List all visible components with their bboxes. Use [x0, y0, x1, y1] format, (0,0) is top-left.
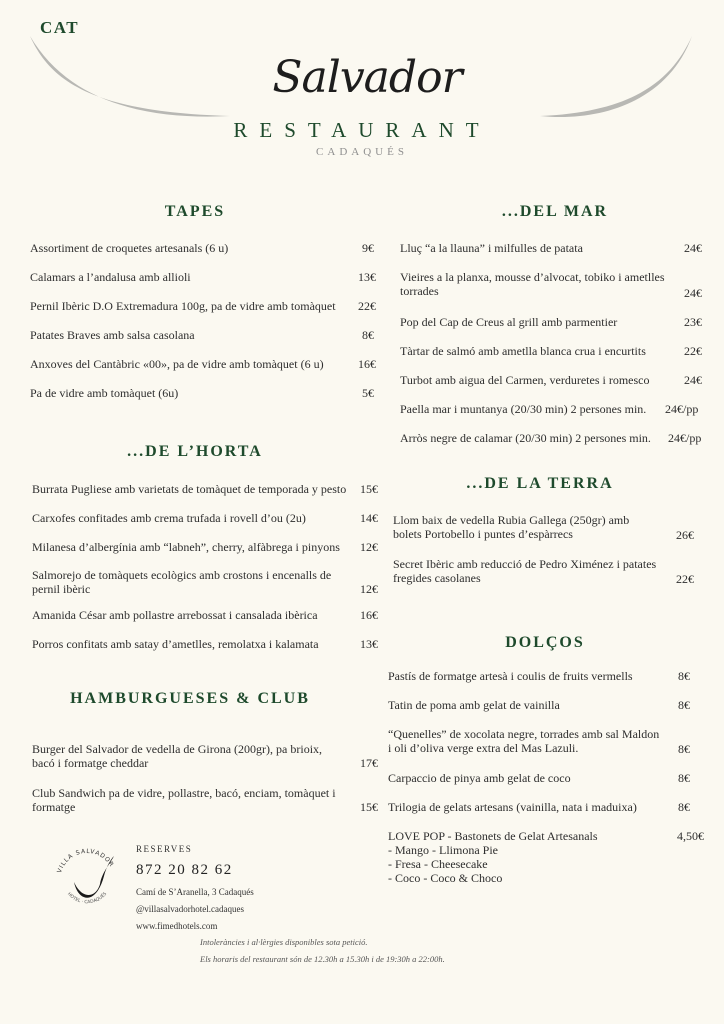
- section-title-hamburgueses: HAMBURGUESES & CLUB: [70, 690, 310, 707]
- item-price: 8€: [678, 771, 690, 785]
- item-price: 8€: [362, 328, 374, 342]
- menu-item: [388, 669, 663, 683]
- logo-salvador: Salvador: [272, 52, 462, 103]
- item-price: 26€: [676, 528, 694, 542]
- right-swoosh-icon: [540, 36, 692, 117]
- hours-note: Els horaris del restaurant són de 12.30h a 15.30h i de 19:30h a 22:00h.: [200, 954, 445, 964]
- logo-restaurant: RESTAURANT: [233, 118, 491, 142]
- item-price: 9€: [362, 241, 374, 255]
- item-name: Secret Ibèric amb reducció de Pedro Ximénez i patates fregides casolanes: [393, 557, 657, 585]
- menu-item: [400, 402, 662, 416]
- menu-item: [32, 511, 357, 525]
- language-label: CAT: [40, 18, 80, 37]
- item-name: Lluç “a la llauna” i milfulles de patata: [400, 241, 583, 255]
- menu-item: [388, 800, 668, 814]
- item-name: Turbot amb aigua del Carmen, verduretes i romesco: [400, 373, 650, 387]
- menu-item: [388, 698, 663, 712]
- item-price: 8€: [678, 669, 690, 683]
- item-option: - Coco - Coco & Choco: [388, 871, 503, 885]
- menu-item: [30, 241, 350, 255]
- item-price: 23€: [684, 315, 702, 329]
- phone-number[interactable]: 872 20 82 62: [136, 862, 233, 878]
- seal-text-bottom: HOTEL · CADAQUÉS: [66, 891, 109, 906]
- item-price: 22€: [676, 572, 694, 586]
- menu-item: [32, 482, 357, 496]
- section-title-horta: ...DE L’HORTA: [127, 443, 263, 460]
- menu-item: [393, 557, 658, 585]
- item-price: 22€: [684, 344, 702, 358]
- item-price: 8€: [678, 742, 690, 756]
- left-swoosh-icon: [30, 36, 230, 117]
- menu-item: [400, 241, 670, 255]
- item-price: 24€: [684, 286, 702, 300]
- item-name: Salmorejo de tomàquets ecològics amb crostons i encenalls de pernil ibèric: [32, 568, 332, 596]
- menu-item: [32, 786, 337, 814]
- menu-item: [393, 513, 658, 541]
- item-price: 15€: [360, 482, 378, 496]
- item-option: - Fresa - Cheesecake: [388, 857, 488, 871]
- item-price: 24€: [684, 373, 702, 387]
- item-name: Llom baix de vedella Rubia Gallega (250gr) amb bolets Portobello i puntes d’espàrrecs: [393, 513, 630, 541]
- item-name: Arròs negre de calamar (20/30 min) 2 persones min.: [400, 431, 651, 445]
- item-option: - Mango - Llimona Pie: [388, 843, 498, 857]
- item-price: 24€: [684, 241, 702, 255]
- item-price: 13€: [358, 270, 376, 284]
- menu-item: [30, 328, 350, 342]
- item-price: 16€: [360, 608, 378, 622]
- logo-city: CADAQUÉS: [316, 146, 408, 158]
- section-title-mar: ...DEL MAR: [501, 203, 609, 220]
- item-name: Burrata Pugliese amb varietats de tomàquet de temporada y pesto: [32, 482, 347, 496]
- item-price: 15€: [360, 800, 378, 814]
- item-name: Tàrtar de salmó amb ametlla blanca crua i encurtits: [400, 344, 646, 358]
- svg-text:VILLA SALVADOR: [56, 848, 115, 874]
- menu-item: [32, 742, 342, 770]
- allergy-note: Intoleràncies i al·lèrgies disponibles sota petició.: [200, 937, 368, 947]
- item-price: 8€: [678, 800, 690, 814]
- item-name: Milanesa d’albergínia amb “labneh”, cherry, alfàbrega i pinyons: [32, 540, 340, 554]
- item-name: LOVE POP - Bastonets de Gelat Artesanals: [388, 829, 598, 843]
- svg-text:HOTEL · CADAQUÉS: [66, 891, 108, 905]
- menu-item: [388, 771, 663, 785]
- item-name: Pop del Cap de Creus al grill amb parmentier: [400, 315, 618, 329]
- item-price: 24€/pp: [665, 402, 699, 416]
- menu-item: [32, 608, 357, 622]
- item-name: Anxoves del Cantàbric «00», pa de vidre amb tomàquet (6 u): [30, 357, 324, 371]
- menu-item: [32, 540, 357, 554]
- menu-item: [32, 637, 357, 651]
- item-price: 8€: [678, 698, 690, 712]
- menu-item: [30, 299, 360, 313]
- item-price: 16€: [358, 357, 376, 371]
- address: Camí de S’Aranella, 3 Cadaqués: [136, 887, 254, 897]
- item-price: 13€: [360, 637, 378, 651]
- menu-item: [400, 270, 665, 298]
- item-name: Tatin de poma amb gelat de vainilla: [388, 698, 560, 712]
- item-name: Patates Braves amb salsa casolana: [30, 328, 195, 342]
- reserves-label: RESERVES: [136, 844, 193, 854]
- item-price: 22€: [358, 299, 376, 313]
- item-name: Club Sandwich pa de vidre, pollastre, bacó, enciam, tomàquet i formatge: [32, 786, 336, 814]
- item-price: 24€/pp: [668, 431, 702, 445]
- instagram-handle[interactable]: @villasalvadorhotel.cadaques: [136, 904, 244, 914]
- menu-item: [400, 431, 662, 445]
- item-name: Paella mar i muntanya (20/30 min) 2 persones min.: [400, 402, 647, 416]
- item-price: 12€: [360, 540, 378, 554]
- item-name: Pa de vidre amb tomàquet (6u): [30, 386, 179, 400]
- item-price: 14€: [360, 511, 378, 525]
- menu-item: [400, 344, 670, 358]
- item-name: Carxofes confitades amb crema trufada i rovell d’ou (2u): [32, 511, 306, 525]
- item-name: Porros confitats amb satay d’ametlles, remolatxa i kalamata: [32, 637, 319, 651]
- item-name: Assortiment de croquetes artesanals (6 u): [30, 241, 229, 255]
- website-link[interactable]: www.fimedhotels.com: [136, 921, 218, 931]
- item-name: Pastís de formatge artesà i coulis de fruits vermells: [388, 669, 633, 683]
- seal-text-top: VILLA SALVADOR: [56, 847, 116, 874]
- item-price: 4,50€: [677, 829, 704, 843]
- menu-item: [400, 315, 670, 329]
- menu-item: [30, 270, 350, 284]
- item-name: Vieires a la planxa, mousse d’alvocat, tobiko i ametlles torrades: [400, 270, 665, 298]
- item-name: Burger del Salvador de vedella de Girona (200gr), pa brioix, bacó i formatge cheddar: [32, 742, 323, 770]
- item-name: Carpaccio de pinya amb gelat de coco: [388, 771, 571, 785]
- item-price: 5€: [362, 386, 374, 400]
- item-price: 17€: [360, 756, 378, 770]
- item-name: Amanida César amb pollastre arrebossat i cansalada ibèrica: [32, 608, 318, 622]
- menu-item: [30, 386, 350, 400]
- item-name: Trilogia de gelats artesans (vainilla, nata i maduixa): [388, 800, 637, 814]
- section-title-terra: ...DE LA TERRA: [466, 475, 614, 492]
- menu-item: [30, 357, 360, 371]
- item-name: Calamars a l’andalusa amb allioli: [30, 270, 191, 284]
- section-title-dolcos: DOLÇOS: [505, 634, 585, 651]
- item-price: 12€: [360, 582, 378, 596]
- section-title-tapes: TAPES: [164, 203, 226, 220]
- menu-item: [388, 727, 663, 755]
- menu-item: [32, 568, 332, 596]
- item-name: “Quenelles” de xocolata negre, torrades amb sal Maldon i oli d’oliva verge extra del Mas Lazuli.: [388, 727, 660, 755]
- menu-item: [400, 373, 670, 387]
- villa-salvador-seal: [52, 842, 122, 912]
- menu-item: [388, 829, 668, 885]
- item-name: Pernil Ibèric D.O Extremadura 100g, pa de vidre amb tomàquet: [30, 299, 336, 313]
